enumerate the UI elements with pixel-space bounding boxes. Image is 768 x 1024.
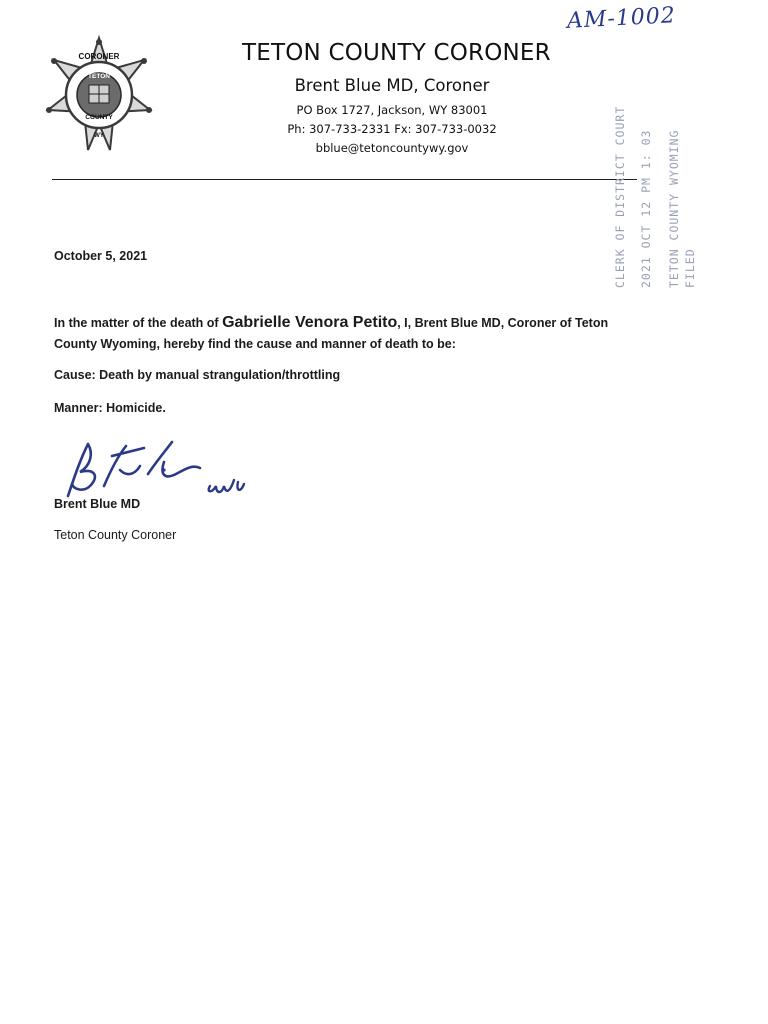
letterhead-divider	[52, 179, 637, 180]
coroner-name: Brent Blue MD, Coroner	[294, 76, 490, 95]
stamp-line-filed: FILED	[683, 248, 697, 288]
finding-paragraph	[54, 312, 654, 355]
stamp-line-clerk: CLERK OF DISTRICT COURT	[613, 105, 627, 288]
star-badge-icon	[38, 34, 160, 156]
address-line: PO Box 1727, Jackson, WY 83001	[296, 103, 488, 117]
signer-name: Brent Blue MD	[54, 497, 141, 511]
org-name: TETON COUNTY CORONER	[242, 40, 551, 66]
letterhead	[242, 40, 551, 155]
decedent-name: Gabrielle Venora Petito	[222, 314, 398, 331]
coroner-badge-logo	[38, 34, 160, 156]
stamp-line-county: TETON COUNTY WYOMING	[667, 129, 681, 288]
handwritten-case-number: AM-1002	[566, 3, 677, 34]
signer-title: Teton County Coroner	[54, 528, 177, 542]
intro-prefix: In the matter of the death of	[54, 316, 223, 330]
email-line: bblue@tetoncountywy.gov	[315, 141, 469, 155]
badge-text-inner-top: TETON	[88, 73, 110, 80]
badge-text-top: CORONER	[78, 52, 120, 61]
cause-of-death: Cause: Death by manual strangulation/throttling	[54, 368, 341, 382]
badge-text-bottom: WY	[94, 133, 104, 139]
intro-suffix: , I, Brent Blue MD, Coroner of Teton County Wyoming, hereby find the cause and manner of death to be:	[54, 316, 609, 351]
phone-fax-line: Ph: 307-733-2331 Fx: 307-733-0032	[287, 122, 497, 136]
stamp-line-datetime: 2021 OCT 12 PM 1: 03	[639, 129, 653, 288]
badge-text-inner-bottom: COUNTY	[85, 114, 113, 121]
filed-stamp	[612, 105, 698, 288]
manner-of-death: Manner: Homicide.	[54, 401, 166, 415]
letter-date: October 5, 2021	[54, 249, 148, 263]
